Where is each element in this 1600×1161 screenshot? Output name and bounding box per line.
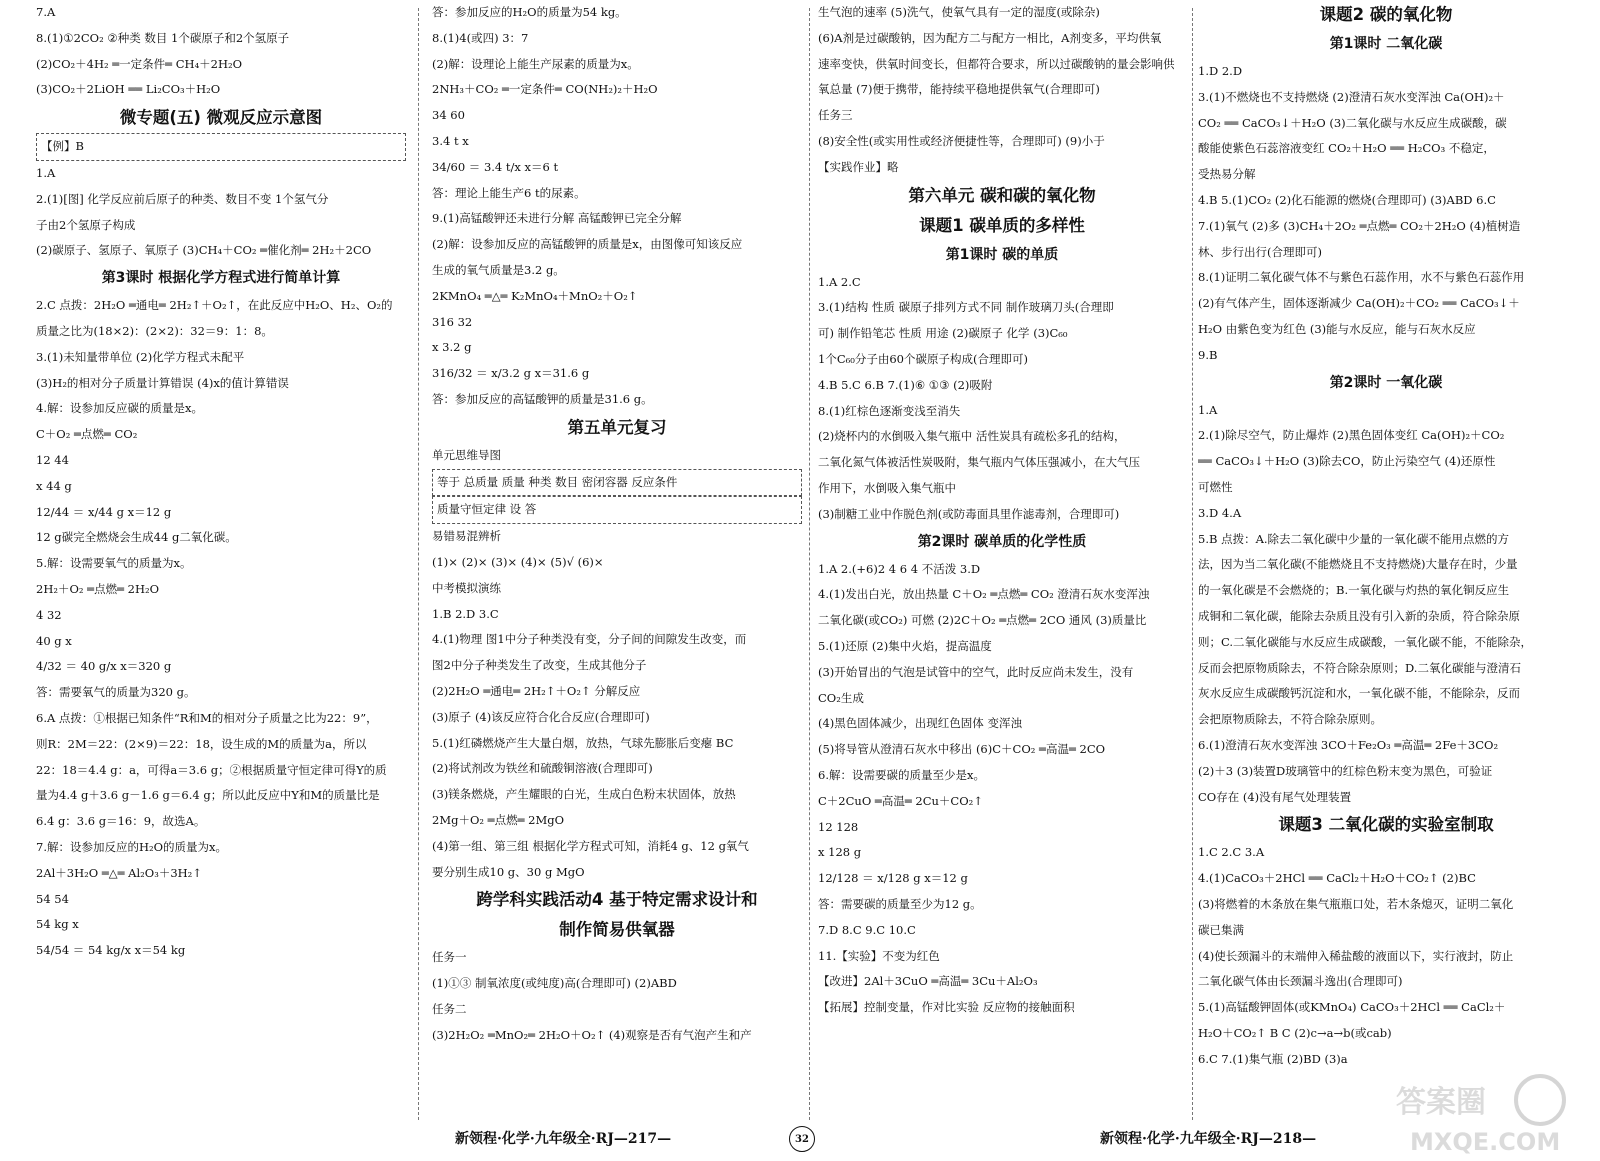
answer-line: 二氧化碳(或CO₂) 可燃 (2)2C＋O₂ ═点燃═ 2CO 通风 (3)质量比: [818, 613, 1147, 628]
answer-line: 易错易混辨析: [432, 529, 501, 544]
answer-line: (2)解：设参加反应的高锰酸钾的质量是x，由图像可知该反应: [432, 237, 743, 252]
answer-line: (3)将燃着的木条放在集气瓶瓶口处，若木条熄灭，证明二氧化: [1198, 896, 1514, 911]
section-heading: 跨学科实践活动4 基于特定需求设计和: [476, 890, 758, 910]
answer-line: 质量之比为(18×2)：(2×2)：32＝9：1：8。: [36, 323, 273, 338]
answer-line: CO存在 (4)没有尾气处理装置: [1198, 789, 1352, 804]
answer-line: 12/128 ＝ x/128 g x＝12 g: [818, 871, 968, 886]
section-heading: 课题2 碳的氧化物: [1319, 5, 1453, 24]
answer-line: 生气泡的速率 (5)洗气，使氧气具有一定的湿度(或除杂): [818, 5, 1100, 19]
answer-line: (6)A剂是过碳酸钠，因为配方二与配方一相比，A剂变多，平均供氧: [818, 30, 1162, 45]
answer-line: 5.(1)高锰酸钾固体(或KMnO₄) CaCO₃＋2HCl ══ CaCl₂＋: [1198, 1000, 1506, 1015]
answer-line: (4)使长颈漏斗的末端伸入稀盐酸的液面以下，实行液封，防止: [1198, 948, 1514, 963]
answer-line: (1)①③ 制氧浓度(或纯度)高(合理即可) (2)ABD: [432, 976, 677, 991]
answer-line: 任务二: [432, 1001, 467, 1016]
answer-line: 4/32 ＝ 40 g/x x＝320 g: [36, 659, 172, 674]
column-divider: [809, 8, 810, 1120]
answer-line: 4.B 5.C 6.B 7.(1)⑥ ①③ (2)吸附: [818, 377, 993, 392]
boxed-line: 【例】B: [36, 133, 406, 161]
answer-line: 4.解：设参加反应碳的质量是x。: [36, 401, 203, 416]
answer-line: 氧总量 (7)便于携带，能持续平稳地提供氧气(合理即可): [818, 82, 1100, 97]
answer-line: 的一氧化碳是不会燃烧的；B.一氧化碳与灼热的氧化铜反应生: [1198, 583, 1510, 598]
answer-line: 12/44 ＝ x/44 g x＝12 g: [36, 504, 172, 519]
answer-line: (3)2H₂O₂ ═MnO₂═ 2H₂O＋O₂↑ (4)观察是否有气泡产生和产: [432, 1027, 752, 1042]
answer-line: 4 32: [36, 607, 62, 622]
answer-line: 1.B 2.D 3.C: [432, 606, 499, 621]
column-4: [1198, 0, 1574, 1120]
answer-line: 6.C 7.(1)集气瓶 (2)BD (3)a: [1198, 1051, 1348, 1066]
answer-line: 法，因为当二氧化碳(不能燃烧且不支持燃烧)大量存在时，少量: [1198, 557, 1518, 572]
answer-line: 任务一: [432, 950, 467, 965]
answer-line: 4.(1)发出白光，放出热量 C＋O₂ ═点燃═ CO₂ 澄清石灰水变浑浊: [818, 587, 1150, 602]
answer-line: 5.(1)红磷燃烧产生大量白烟，放热，气球先膨胀后变瘪 BC: [432, 735, 734, 750]
answer-line: 2Mg＋O₂ ═点燃═ 2MgO: [432, 812, 565, 827]
answer-line: 受热易分解: [1198, 167, 1256, 182]
answer-line: (3)原子 (4)该反应符合化合反应(合理即可): [432, 709, 650, 724]
answer-line: 40 g x: [36, 633, 72, 648]
answer-line: (4)第一组、第三组 根据化学方程式可知，消耗4 g、12 g氧气: [432, 838, 749, 853]
answer-line: 7.A: [36, 5, 56, 19]
answer-line: (4)黑色固体减少，出现红色固体 变浑浊: [818, 716, 1022, 731]
answer-line: 【改进】2Al＋3CuO ═高温═ 3Cu＋Al₂O₃: [818, 974, 1038, 989]
answer-line: 2.(1)除尽空气，防止爆炸 (2)黑色固体变红 Ca(OH)₂＋CO₂: [1198, 428, 1505, 443]
answer-line: 12 g碳完全燃烧会生成44 g二氧化碳。: [36, 530, 237, 545]
answer-line: 34/60 ＝ 3.4 t/x x＝6 t: [432, 159, 559, 174]
answer-line: 6.A 点拨：①根据已知条件“R和M的相对分子质量之比为22：9”，: [36, 710, 378, 725]
answer-line: 12 128: [818, 819, 859, 834]
boxed-line: 等于 总质量 质量 种类 数目 密闭容器 反应条件: [432, 469, 802, 497]
answer-line: 8.(1)①2CO₂ ②种类 数目 1个碳原子和2个氢原子: [36, 30, 290, 45]
answer-line: x 44 g: [36, 478, 72, 493]
answer-line: 反而会把原物质除去，不符合除杂原则；D.二氧化碳能与澄清石: [1198, 660, 1521, 675]
answer-line: 【实践作业】略: [818, 159, 899, 174]
answer-line: 1.C 2.C 3.A: [1198, 845, 1265, 860]
answer-line: 灰水反应生成碳酸钙沉淀和水，一氧化碳不能，不能除杂，反而: [1198, 686, 1520, 701]
answer-line: x 3.2 g: [432, 340, 472, 355]
answer-line: (8)安全性(或实用性或经济便捷性等，合理即可) (9)小于: [818, 133, 1105, 148]
answer-line: 2.(1)[图] 化学反应前后原子的种类、数目不变 1个氢气分: [36, 191, 329, 206]
answer-line: 作用下，水倒吸入集气瓶中: [818, 480, 956, 495]
answer-line: 1.A 2.(+6)2 4 6 4 不活泼 3.D: [818, 561, 981, 576]
answer-line: 8.(1)4(或四) 3：7: [432, 30, 529, 45]
answer-line: 会把原物质除去，不符合除杂原则。: [1198, 712, 1382, 727]
answer-line: 3.(1)未知量带单位 (2)化学方程式未配平: [36, 349, 245, 364]
answer-line: 12 44: [36, 452, 69, 467]
answer-line: (2)CO₂＋4H₂ ═一定条件═ CH₄＋2H₂O: [36, 56, 243, 71]
answer-line: H₂O 由紫色变为红色 (3)能与水反应，能与石灰水反应: [1198, 321, 1476, 336]
answer-line: (2)碳原子、氢原子、氧原子 (3)CH₄＋CO₂ ═催化剂═ 2H₂＋2CO: [36, 243, 372, 258]
answer-line: 34 60: [432, 108, 465, 123]
answer-line: (2)将试剂改为铁丝和硫酸铜溶液(合理即可): [432, 761, 653, 776]
answer-line: 9.B: [1198, 347, 1218, 362]
answer-line: 图2中分子种类发生了改变，生成其他分子: [432, 658, 647, 673]
answer-line: 碳已集满: [1198, 922, 1244, 937]
page-number-badge: 32: [789, 1126, 815, 1152]
answer-line: 酸能使紫色石蕊溶液变红 CO₂＋H₂O ══ H₂CO₃ 不稳定，: [1198, 141, 1495, 156]
section-heading: 第六单元 碳和碳的氧化物: [908, 185, 1096, 205]
lesson-heading: 第1课时 碳的单质: [945, 246, 1059, 263]
answer-line: CO₂ ══ CaCO₃↓＋H₂O (3)二氧化碳与水反应生成碳酸，碳: [1198, 115, 1507, 130]
answer-line: 5.(1)还原 (2)集中火焰，提高温度: [818, 638, 992, 653]
footer-right: 新领程·化学·九年级全·RJ—218—: [1100, 1131, 1317, 1147]
answer-line: 二氧化氮气体被活性炭吸附，集气瓶内气体压强减小，在大气压: [818, 455, 1140, 470]
watermark-text-en: MXQE.COM: [1410, 1128, 1561, 1156]
answer-line: 5.B 点拨：A.除去二氧化碳中少量的一氧化碳不能用点燃的方: [1198, 531, 1510, 546]
answer-line: 9.(1)高锰酸钾还未进行分解 高锰酸钾已完全分解: [432, 211, 682, 226]
answer-line: 1.A 2.C: [818, 274, 861, 289]
section-heading: 制作简易供氧器: [559, 920, 675, 940]
answer-line: 3.(1)结构 性质 碳原子排列方式不同 制作玻璃刀头(合理即: [818, 300, 1114, 315]
answer-line: C＋2CuO ═高温═ 2Cu＋CO₂↑: [818, 793, 983, 808]
answer-line: (2)有气体产生，固体逐渐减少 Ca(OH)₂＋CO₂ ══ CaCO₃↓＋: [1198, 296, 1520, 311]
answer-line: 316/32 ＝ x/3.2 g x＝31.6 g: [432, 366, 590, 381]
answer-line: (5)将导管从澄清石灰水中移出 (6)C＋CO₂ ═高温═ 2CO: [818, 742, 1106, 757]
answer-line: 4.(1)CaCO₃＋2HCl ══ CaCl₂＋H₂O＋CO₂↑ (2)BC: [1198, 871, 1476, 886]
answer-line: 6.4 g：3.6 g＝16：9，故选A。: [36, 814, 206, 829]
column-divider: [418, 8, 419, 1120]
answer-line: 答：需要氧气的质量为320 g。: [36, 685, 196, 700]
answer-line: 1.D 2.D: [1198, 64, 1243, 78]
answer-line: 2Al＋3H₂O ═△═ Al₂O₃＋3H₂↑: [36, 865, 202, 880]
answer-line: 中考模拟演练: [432, 580, 501, 595]
answer-line: 则；C.二氧化碳能与水反应生成碳酸，一氧化碳不能，不能除杂，: [1198, 634, 1533, 649]
answer-line: (2)烧杯内的水倒吸入集气瓶中 活性炭具有疏松多孔的结构，: [818, 429, 1126, 444]
column-2: [432, 0, 802, 1120]
answer-line: 54/54 ＝ 54 kg/x x＝54 kg: [36, 943, 186, 958]
column-divider: [1192, 8, 1193, 1120]
watermark-text-cn: 答案圈: [1396, 1085, 1486, 1120]
answer-line: 生成的氧气质量是3.2 g。: [432, 262, 565, 277]
answer-line: 6.解：设需要碳的质量至少是x。: [818, 767, 985, 782]
answer-line: 54 kg x: [36, 917, 79, 932]
answer-line: 子由2个氢原子构成: [36, 217, 136, 232]
answer-line: 任务三: [818, 108, 853, 123]
answer-line: 成铜和二氧化碳，能除去杂质且没有引入新的杂质，符合除杂原: [1198, 608, 1520, 623]
answer-line: 1.A: [1198, 402, 1218, 417]
answer-line: (2)＋3 (3)装置D玻璃管中的红棕色粉末变为黑色，可验证: [1198, 763, 1493, 778]
answer-line: 答：参加反应的H₂O的质量为54 kg。: [432, 5, 627, 19]
answer-line: H₂O＋CO₂↑ B C (2)c→a→b(或cab): [1198, 1025, 1392, 1040]
answer-line: 可燃性: [1198, 479, 1233, 494]
answer-line: 6.(1)澄清石灰水变浑浊 3CO＋Fe₂O₃ ═高温═ 2Fe＋3CO₂: [1198, 737, 1499, 752]
answer-line: 8.(1)证明二氧化碳气体不与紫色石蕊作用，水不与紫色石蕊作用: [1198, 270, 1525, 285]
answer-line: 7.解：设参加反应的H₂O的质量为x。: [36, 839, 228, 854]
footer-left: 新领程·化学·九年级全·RJ—217—: [455, 1131, 672, 1147]
answer-line: 单元思维导图: [432, 447, 501, 462]
column-3: [818, 0, 1186, 1120]
answer-line: (1)× (2)× (3)× (4)× (5)√ (6)×: [432, 554, 604, 569]
answer-line: (3)镁条燃烧，产生耀眼的白光，生成白色粉末状固体，放热: [432, 787, 736, 802]
answer-line: 答：理论上能生产6 t的尿素。: [432, 185, 586, 200]
answer-line: 2.C 点拨：2H₂O ═通电═ 2H₂↑＋O₂↑，在此反应中H₂O、H₂、O₂的: [36, 298, 393, 313]
answer-line: 3.4 t x: [432, 133, 469, 148]
lesson-heading: 第3课时 根据化学方程式进行简单计算: [101, 270, 341, 287]
answer-line: 速率变快，供氧时间变长，但都符合要求，所以过碳酸钠的量会影响供: [818, 56, 1175, 71]
answer-line: 可) 制作铅笔芯 性质 用途 (2)碳原子 化学 (3)C₆₀: [818, 326, 1068, 341]
answer-line: 3.(1)不燃烧也不支持燃烧 (2)澄清石灰水变浑浊 Ca(OH)₂＋: [1198, 89, 1505, 104]
section-heading: 课题1 碳单质的多样性: [919, 215, 1085, 235]
answer-line: 7.(1)氧气 (2)多 (3)CH₄＋2O₂ ═点燃═ CO₂＋2H₂O (4)植树造: [1198, 218, 1521, 233]
lesson-heading: 第2课时 碳单质的化学性质: [917, 533, 1087, 550]
answer-line: 4.B 5.(1)CO₂ (2)化石能源的燃烧(合理即可) (3)ABD 6.C: [1198, 192, 1496, 207]
column-1: [36, 0, 406, 1120]
lesson-heading: 第2课时 一氧化碳: [1329, 374, 1443, 391]
answer-line: 答：需要碳的质量至少为12 g。: [818, 896, 982, 911]
answer-line: CO₂生成: [818, 690, 864, 705]
answer-line: 8.(1)红棕色逐渐变浅至消失: [818, 403, 961, 418]
answer-line: 林、步行出行(合理即可): [1198, 244, 1322, 259]
answer-line: 则R：2M＝22：(2×9)＝22：18，设生成的M的质量为a，所以: [36, 736, 367, 751]
answer-line: (3)开始冒出的气泡是试管中的空气，此时反应尚未发生，没有: [818, 664, 1134, 679]
answer-line: C＋O₂ ═点燃═ CO₂: [36, 427, 138, 442]
answer-line: 2H₂＋O₂ ═点燃═ 2H₂O: [36, 581, 160, 596]
answer-line: (2)解：设理论上能生产尿素的质量为x。: [432, 56, 639, 71]
answer-line: 3.D 4.A: [1198, 505, 1242, 520]
boxed-line: 质量守恒定律 设 答: [432, 496, 802, 524]
answer-line: 二氧化碳气体由长颈漏斗逸出(合理即可): [1198, 974, 1403, 989]
answer-line: 1.A: [36, 165, 56, 180]
lesson-heading: 第1课时 二氧化碳: [1329, 36, 1443, 52]
answer-line: 11.【实验】不变为红色: [818, 948, 940, 963]
answer-line: ══ CaCO₃↓＋H₂O (3)除去CO，防止污染空气 (4)还原性: [1198, 454, 1496, 469]
answer-line: 5.解：设需要氧气的质量为x。: [36, 556, 192, 571]
section-heading: 第五单元复习: [567, 417, 667, 437]
answer-line: 答：参加反应的高锰酸钾的质量是31.6 g。: [432, 391, 653, 406]
answer-line: (3)制糖工业中作脱色剂(或防毒面具里作滤毒剂，合理即可): [818, 506, 1120, 521]
answer-line: (3)H₂的相对分子质量计算错误 (4)x的值计算错误: [36, 375, 289, 390]
answer-line: 22：18＝4.4 g：a，可得a＝3.6 g；②根据质量守恒定律可得Y的质: [36, 762, 387, 777]
answer-line: 1个C₆₀分子由60个碳原子构成(合理即可): [818, 351, 1028, 366]
answer-line: (2)2H₂O ═通电═ 2H₂↑＋O₂↑ 分解反应: [432, 683, 641, 698]
watermark-logo: [1390, 1070, 1566, 1158]
answer-line: 【拓展】控制变量，作对比实验 反应物的接触面积: [818, 1000, 1075, 1015]
answer-line: 量为4.4 g＋3.6 g－1.6 g＝6.4 g；所以此反应中Y和M的质量比是: [36, 788, 380, 803]
section-heading: 课题3 二氧化碳的实验室制取: [1278, 815, 1494, 835]
answer-line: 2KMnO₄ ═△═ K₂MnO₄＋MnO₂＋O₂↑: [432, 288, 638, 303]
answer-line: 7.D 8.C 9.C 10.C: [818, 922, 916, 937]
answer-line: x 128 g: [818, 845, 862, 860]
answer-line: 2NH₃＋CO₂ ═一定条件═ CO(NH₂)₂＋H₂O: [432, 82, 658, 97]
answer-line: 316 32: [432, 314, 473, 329]
answer-line: 54 54: [36, 891, 69, 906]
answer-line: 4.(1)物理 图1中分子种类没有变，分子间的间隙发生改变，而: [432, 632, 747, 647]
answer-line: (3)CO₂＋2LiOH ══ Li₂CO₃＋H₂O: [36, 82, 221, 97]
answer-line: 要分别生成10 g、30 g MgO: [432, 864, 585, 879]
section-heading: 微专题(五) 微观反应示意图: [119, 108, 323, 128]
